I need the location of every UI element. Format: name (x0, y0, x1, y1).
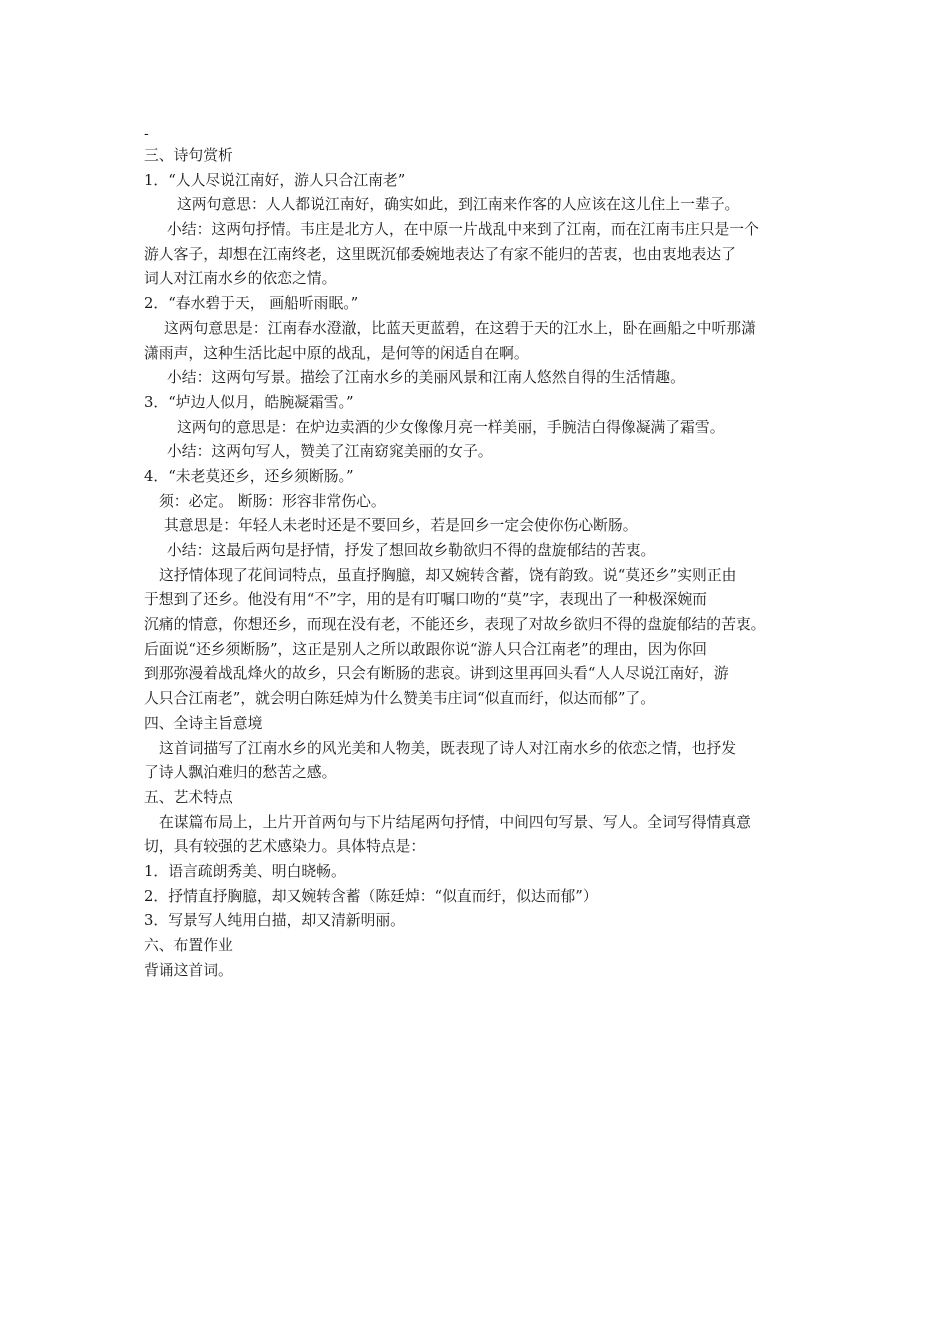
text-line: 小结：这两句抒情。韦庄是北方人，在中原一片战乱中来到了江南，而在江南韦庄只是一个 (167, 221, 759, 239)
text-line: 词人对江南水乡的依恋之情。 (144, 270, 337, 288)
text-line: 小结：这两句写景。描绘了江南水乡的美丽风景和江南人悠然自得的生活情趣。 (167, 369, 685, 387)
text-line: 人只合江南老”，就会明白陈廷焯为什么赞美韦庄词“似直而纡，似达而郁”了。 (144, 690, 655, 708)
text-line: 这两句的意思是：在炉边卖酒的少女像像月亮一样美丽，手腕洁白得像凝满了霜雪。 (177, 418, 725, 436)
text-line: 背诵这首词。 (144, 961, 233, 979)
text-line: 三、诗句赏析 (144, 147, 233, 164)
text-line: 这首词描写了江南水乡的风光美和人物美，既表现了诗人对江南水乡的依恋之情，也抒发 (159, 739, 737, 757)
document-body (144, 124, 808, 983)
text-line: 后面说“还乡须断肠”，这正是别人之所以敢跟你说“游人只合江南老”的理由，因为你回 (144, 640, 707, 658)
text-line: 其意思是：年轻人未老时还是不要回乡，若是回乡一定会使你伤心断肠。 (164, 517, 638, 535)
text-line: 须：必定。 断肠：形容非常伤心。 (159, 492, 386, 510)
top-mark: - (144, 126, 149, 142)
text-line: 六、布置作业 (144, 937, 233, 954)
text-line: 2．“春水碧于天， 画船听雨眠。” (144, 295, 359, 313)
text-line: 这两句意思是：江南春水澄澈，比蓝天更蓝碧，在这碧于天的江水上，卧在画船之中听那潇 (164, 319, 756, 337)
text-line: 到那弥漫着战乱烽火的故乡，只会有断肠的悲哀。讲到这里再回头看“人人尽说江南好，游 (144, 665, 729, 683)
text-line: 四、全诗主旨意境 (144, 714, 263, 732)
text-line: 4．“未老莫还乡，还乡须断肠。” (144, 467, 354, 485)
text-line: 在谋篇布局上，上片开首两句与下片结尾两句抒情，中间四句写景、写人。全词写得情真意 (159, 813, 751, 831)
text-lines (144, 144, 808, 983)
text-line: 游人客子，却想在江南终老，这里既沉郁委婉地表达了有家不能归的苦衷，也由衷地表达了 (144, 245, 736, 263)
text-line: 切，具有较强的艺术感染力。具体特点是： (144, 838, 426, 856)
text-line: 了诗人飘泊难归的愁苦之感。 (144, 764, 337, 782)
text-line: 潇雨声，这种生活比起中原的战乱，是何等的闲适自在啊。 (144, 344, 529, 362)
text-line: 1．语言疏朗秀美、明白晓畅。 (144, 862, 346, 880)
text-line: 五、艺术特点 (144, 788, 233, 806)
text-line: 1．“人人尽说江南好，游人只合江南老” (144, 171, 406, 189)
text-line: 这两句意思：人人都说江南好，确实如此，到江南来作客的人应该在这儿住上一辈子。 (177, 196, 740, 214)
text-line: 2．抒情直抒胸臆，却又婉转含蓄（陈廷焯：“似直而纡，似达而郁”） (144, 887, 598, 905)
text-line: 小结：这两句写人，赞美了江南窈窕美丽的女子。 (167, 443, 493, 461)
text-line: 于想到了还乡。他没有用“不”字，用的是有叮嘱口吻的“莫”字，表现出了一种极深婉而 (144, 591, 707, 609)
text-line: 这抒情体现了花间词特点，虽直抒胸臆，却又婉转含蓄，饶有韵致。说“莫还乡”实则正由 (159, 566, 737, 584)
text-line: 小结：这最后两句是抒情，抒发了想回故乡勒欲归不得的盘旋郁结的苦衷。 (167, 542, 656, 559)
text-line: 沉痛的情意，你想还乡，而现在没有老，不能还乡，表现了对故乡欲归不得的盘旋郁结的苦衷。 (144, 616, 766, 634)
text-line: 3．“垆边人似月，皓腕凝霜雪。” (144, 393, 354, 411)
text-line: 3．写景写人纯用白描，却又清新明丽。 (144, 912, 405, 930)
